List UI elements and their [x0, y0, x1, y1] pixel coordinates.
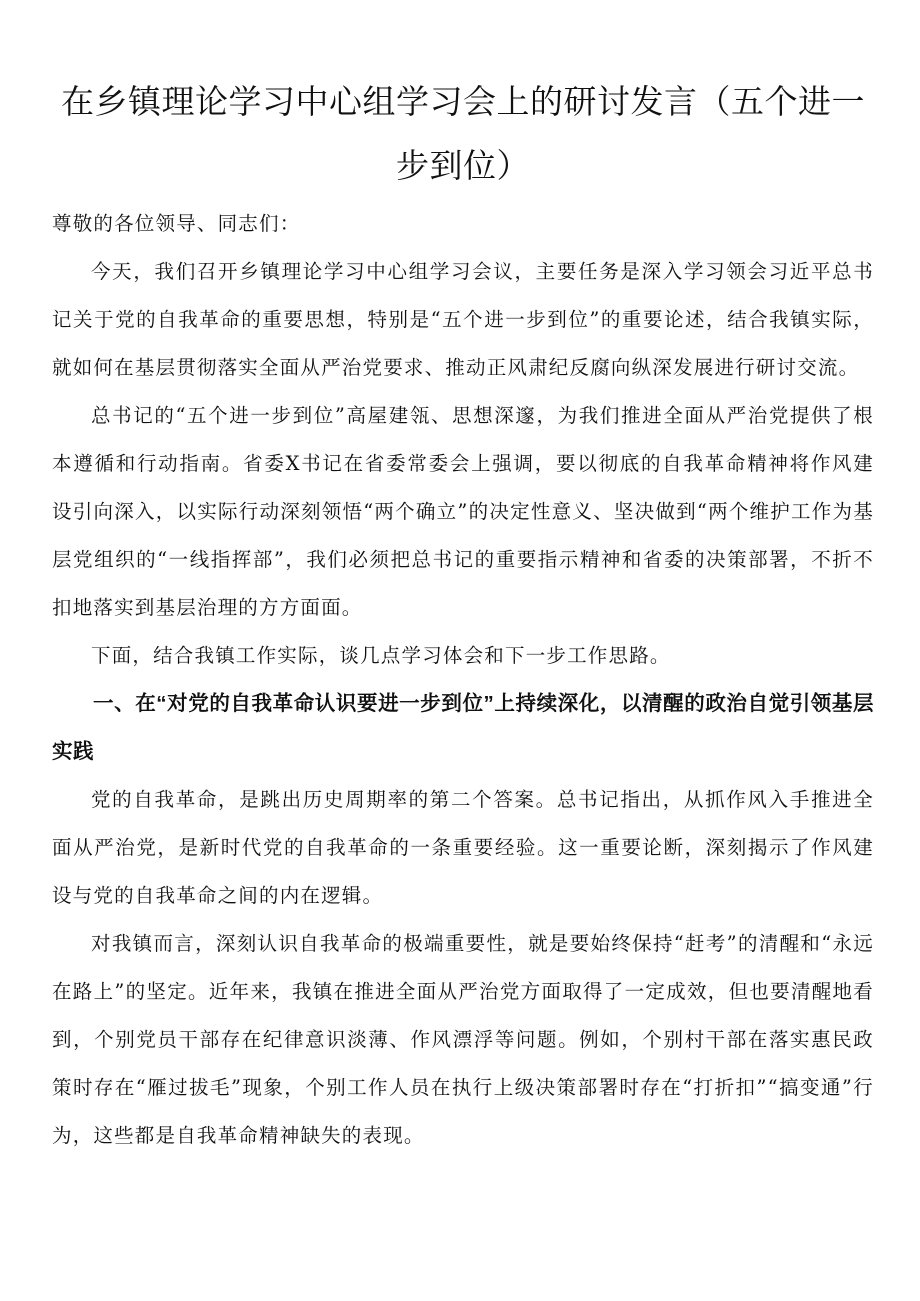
paragraph-intro: 今天，我们召开乡镇理论学习中心组学习会议，主要任务是深入学习领会习近平总书记关于党的自我革命的重要思想，特别是“五个进一步到位”的重要论述，结合我镇实际，就如何在基层贯彻落实全面从严治党要求、推动正风肃纪反腐向纵深发展进行研讨交流。 — [52, 260, 874, 379]
salutation: 尊敬的各位领导、同志们： — [52, 212, 301, 235]
paragraph-guidance: 总书记的“五个进一步到位”高屋建瓴、思想深邃，为我们推进全面从严治党提供了根本遵循和行动指南。省委X书记在省委常委会上强调，要以彻底的自我革命精神将作风建设引向深入，以实际行动深刻领悟“两个确立”的决定性意义、坚决做到“两个维护工作为基层党组织的“一线指挥部”，我们必须把总书记的重要指示精神和省委的决策部署，不折不扣地落实到基层治理的方方面面。 — [52, 404, 874, 619]
section-heading-1: 一、在“对党的自我革命认识要进一步到位”上持续深化，以清醒的政治自觉引领基层实践 — [52, 692, 874, 763]
paragraph-section1-a: 党的自我革命，是跳出历史周期率的第二个答案。总书记指出，从抓作风入手推进全面从严治党，是新时代党的自我革命的一条重要经验。这一重要论断，深刻揭示了作风建设与党的自我革命之间的内在逻辑。 — [52, 788, 874, 907]
paragraph-section1-b: 对我镇而言，深刻认识自我革命的极端重要性，就是要始终保持“赶考”的清醒和“永远在路上”的坚定。近年来，我镇在推进全面从严治党方面取得了一定成效，但也要清醒地看到，个别党员干部存在纪律意识淡薄、作风漂浮等问题。例如，个别村干部在落实惠民政策时存在“雁过拔毛”现象，个别工作人员在执行上级决策部署时存在“打折扣”“搞变通”行为，这些都是自我革命精神缺失的表现。 — [52, 932, 874, 1147]
document-title: 在乡镇理论学习中心组学习会上的研讨发言（五个进一步到位） — [61, 83, 865, 184]
paragraph-transition: 下面，结合我镇工作实际，谈几点学习体会和下一步工作思路。 — [91, 644, 671, 667]
